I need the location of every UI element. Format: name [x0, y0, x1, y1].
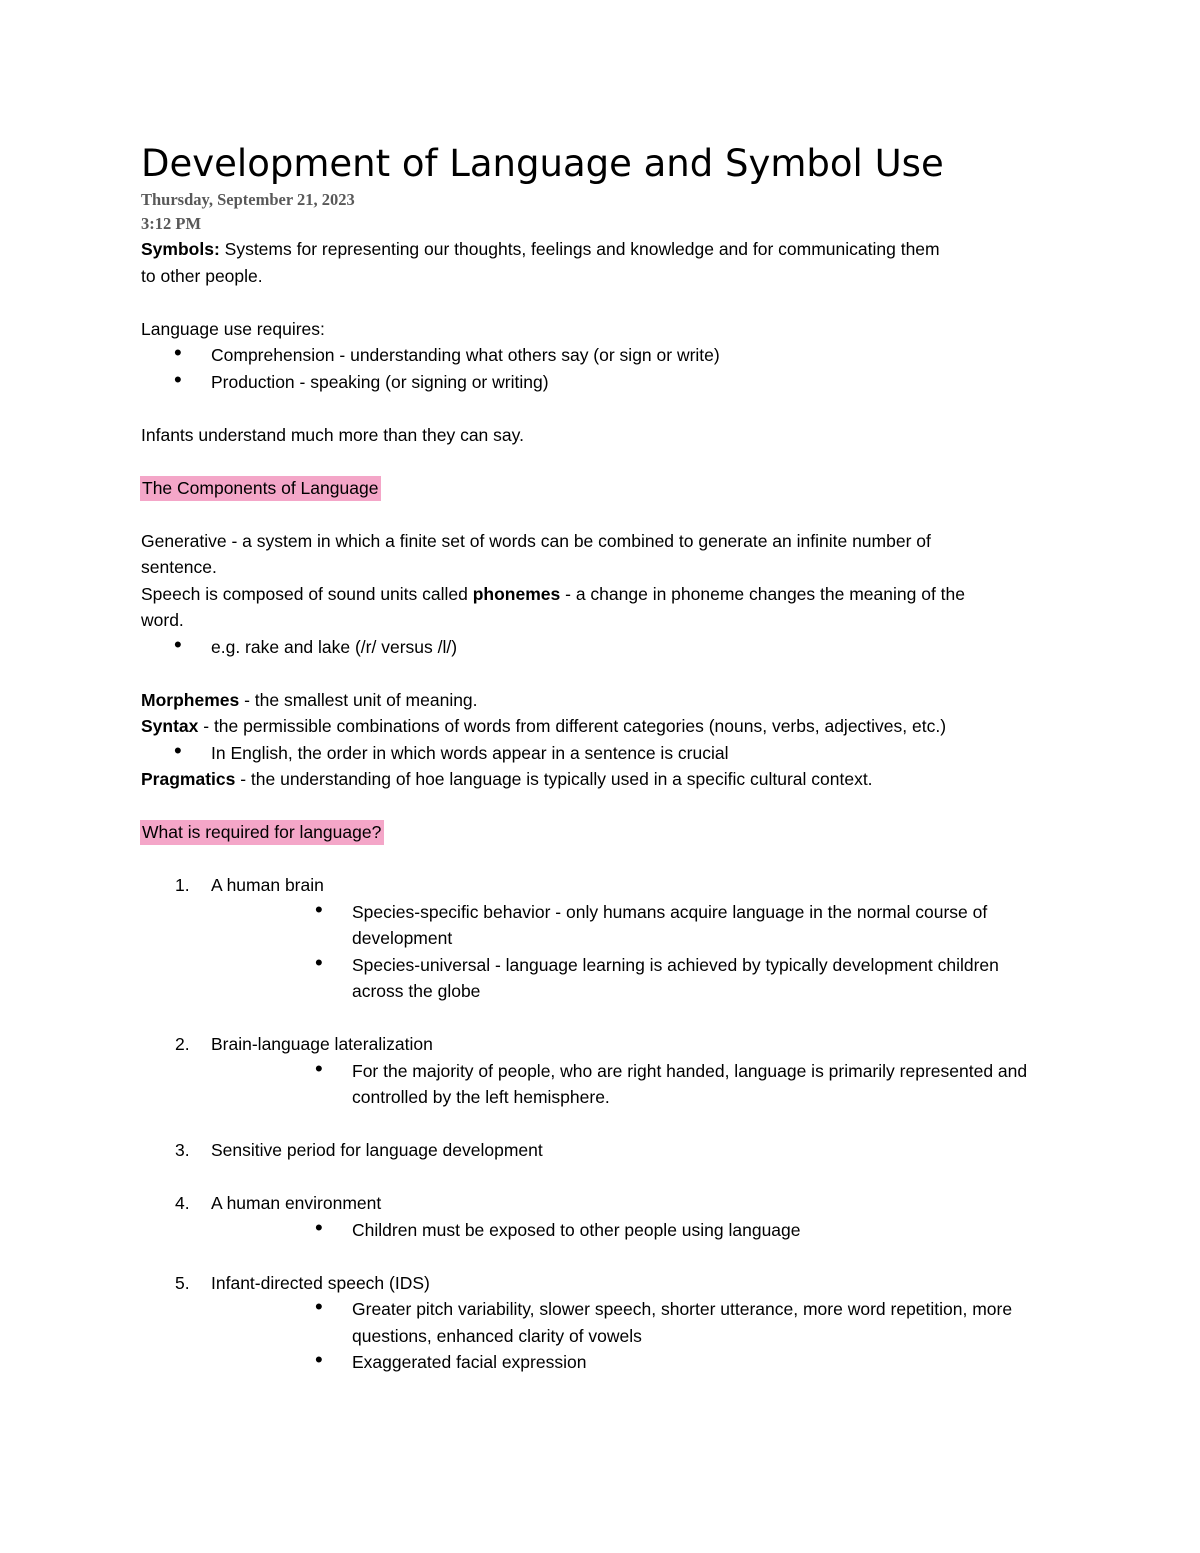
list-item: • e.g. rake and lake (/r/ versus /l/) [174, 631, 458, 657]
bullet-icon: • [315, 1347, 323, 1372]
symbols-term: Symbols: [141, 239, 220, 259]
list-item: • In English, the order in which words appear in a sentence is crucial [174, 737, 729, 763]
list-item: 1. A human brain • Species-specific behavior - only humans acquire language in the normal course of development • Species-universal - language learning is achieved by typically development children across the globe [141, 872, 1081, 1031]
list-item: • Greater pitch variability, slower speech, shorter utterance, more word repetition, more questions, enhanced clarity of vowels [315, 1294, 1013, 1346]
morphemes-definition: Morphemes - the smallest unit of meaning. [141, 689, 478, 710]
page-title: Development of Language and Symbol Use [141, 142, 944, 185]
speech-definition: Speech is composed of sound units called phonemes - a change in phoneme changes the meaning of the [141, 583, 965, 604]
syntax-definition: Syntax - the permissible combinations of words from different categories (nouns, verbs, adjectives, etc.) [141, 716, 947, 736]
symbols-definition: Symbols: Systems for representing our thoughts, feelings and knowledge and for communicating them [141, 239, 940, 259]
bullet-icon: • [315, 1214, 323, 1240]
list-item: 3. Sensitive period for language development [175, 1140, 543, 1160]
list-item: • Species-specific behavior - only humans acquire language in the normal course of development [315, 896, 988, 948]
symbols-definition-cont: to other people. [141, 265, 263, 286]
bullet-icon: • [315, 896, 323, 922]
bullet-icon: • [315, 949, 323, 975]
list-item: • Species-universal - language learning is achieved by typically development children across the globe [315, 949, 999, 1001]
list-item: 2. Brain-language lateralization • For the majority of people, who are right handed, language is primarily represented and controlled by the left hemisphere. [141, 1031, 1081, 1137]
phoneme-example-list [141, 631, 1081, 661]
requirements-list [141, 872, 1081, 1376]
list-item: 4. A human environment • Children must be exposed to other people using language [141, 1190, 1081, 1270]
list-item: • Children must be exposed to other people using language [315, 1214, 801, 1240]
note-time: 3:12 PM [141, 214, 202, 233]
note-date: Thursday, September 21, 2023 [141, 190, 355, 209]
language-use-intro: Language use requires: [141, 318, 325, 339]
note-page [141, 140, 1081, 1376]
language-use-list [141, 342, 1081, 395]
bullet-icon: • [174, 340, 182, 365]
syntax-list [141, 737, 1081, 767]
section-heading-requirements: What is required for language? [141, 819, 1081, 846]
generative-definition: Generative - a system in which a finite set of words can be combined to generate an infinite number of [141, 530, 931, 551]
section-heading-components: The Components of Language [141, 475, 1081, 502]
generative-definition-cont: sentence. [141, 557, 217, 577]
pragmatics-definition: Pragmatics - the understanding of hoe language is typically used in a specific cultural context. [141, 769, 873, 789]
bullet-icon: • [315, 1294, 323, 1319]
bullet-icon: • [315, 1055, 323, 1081]
infants-note: Infants understand much more than they can say. [141, 424, 524, 445]
list-item: 5. Infant-directed speech (IDS) • Greater pitch variability, slower speech, shorter utterance, more word repetition, more questions, enhanced clarity of vowels • Exaggerated facial expression [141, 1270, 1081, 1376]
list-item: • Comprehension - understanding what others say (or sign or write) [174, 340, 720, 365]
bullet-icon: • [174, 631, 182, 657]
list-item: • Production - speaking (or signing or writing) [174, 366, 549, 392]
list-item: • For the majority of people, who are right handed, language is primarily represented and controlled by the left hemisphere. [315, 1055, 1028, 1107]
list-item: • Exaggerated facial expression [315, 1347, 587, 1372]
bullet-icon: • [174, 366, 182, 392]
bullet-icon: • [174, 737, 182, 763]
speech-definition-cont: word. [141, 610, 184, 630]
